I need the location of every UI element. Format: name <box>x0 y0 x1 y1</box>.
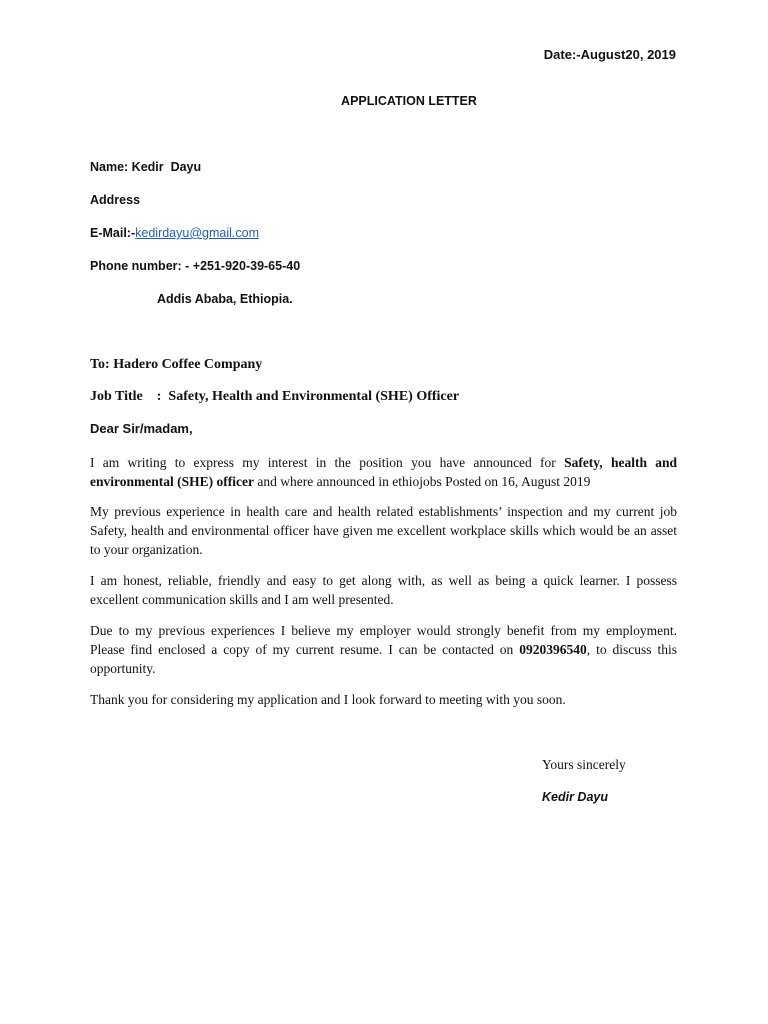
email-label: E-Mail:- <box>90 226 136 240</box>
signature-name: Kedir Dayu <box>542 790 608 804</box>
sender-address-label: Address <box>90 193 141 207</box>
p4-text-after: , to discuss this opportunity. <box>90 642 677 676</box>
p1-text-before: I am writing to express my interest in the position you have announced for <box>90 455 565 470</box>
sender-phone: Phone number: - +251-920-39-65-40 <box>90 259 301 273</box>
salutation: Dear Sir/madam, <box>90 421 193 436</box>
recipient-line: To: Hadero Coffee Company <box>90 357 263 372</box>
closing-line: Yours sincerely <box>542 757 626 772</box>
body-paragraph-2: My previous experience in health care and health related establishments’ inspection and my current job Safety, health and environmental officer have given me excellent workplace skills which would be an asset to your organization. <box>90 504 677 557</box>
body-paragraph-5: Thank you for considering my application and I look forward to meeting with you soon. <box>90 692 566 707</box>
p4-phone-number: 0920396540 <box>519 642 587 657</box>
letter-date: Date:-August20, 2019 <box>543 47 676 62</box>
letter-title: APPLICATION LETTER <box>341 94 477 108</box>
p4-text-before: Due to my previous experiences I believe my employer would strongly benefit from my employment. Please find enclosed a copy of my current resume. I can be contacted on <box>90 623 677 657</box>
sender-name: Name: Kedir Dayu <box>90 160 202 174</box>
job-title-line: Job Title : Safety, Health and Environmental (SHE) Officer <box>90 389 460 404</box>
body-paragraph-4 <box>90 621 677 678</box>
body-paragraph-1 <box>90 453 677 491</box>
p1-position-name: Safety, health and environmental (SHE) officer <box>90 455 677 489</box>
p1-text-after: and where announced in ethiojobs Posted on 16, August 2019 <box>253 474 591 489</box>
sender-city: Addis Ababa, Ethiopia. <box>157 292 293 306</box>
email-link[interactable]: kedirdayu@gmail.com <box>135 226 259 240</box>
sender-email-line <box>90 226 259 240</box>
body-paragraph-3: I am honest, reliable, friendly and easy to get along with, as well as being a quick learner. I possess excellent communication skills and I am well presented. <box>90 573 677 607</box>
